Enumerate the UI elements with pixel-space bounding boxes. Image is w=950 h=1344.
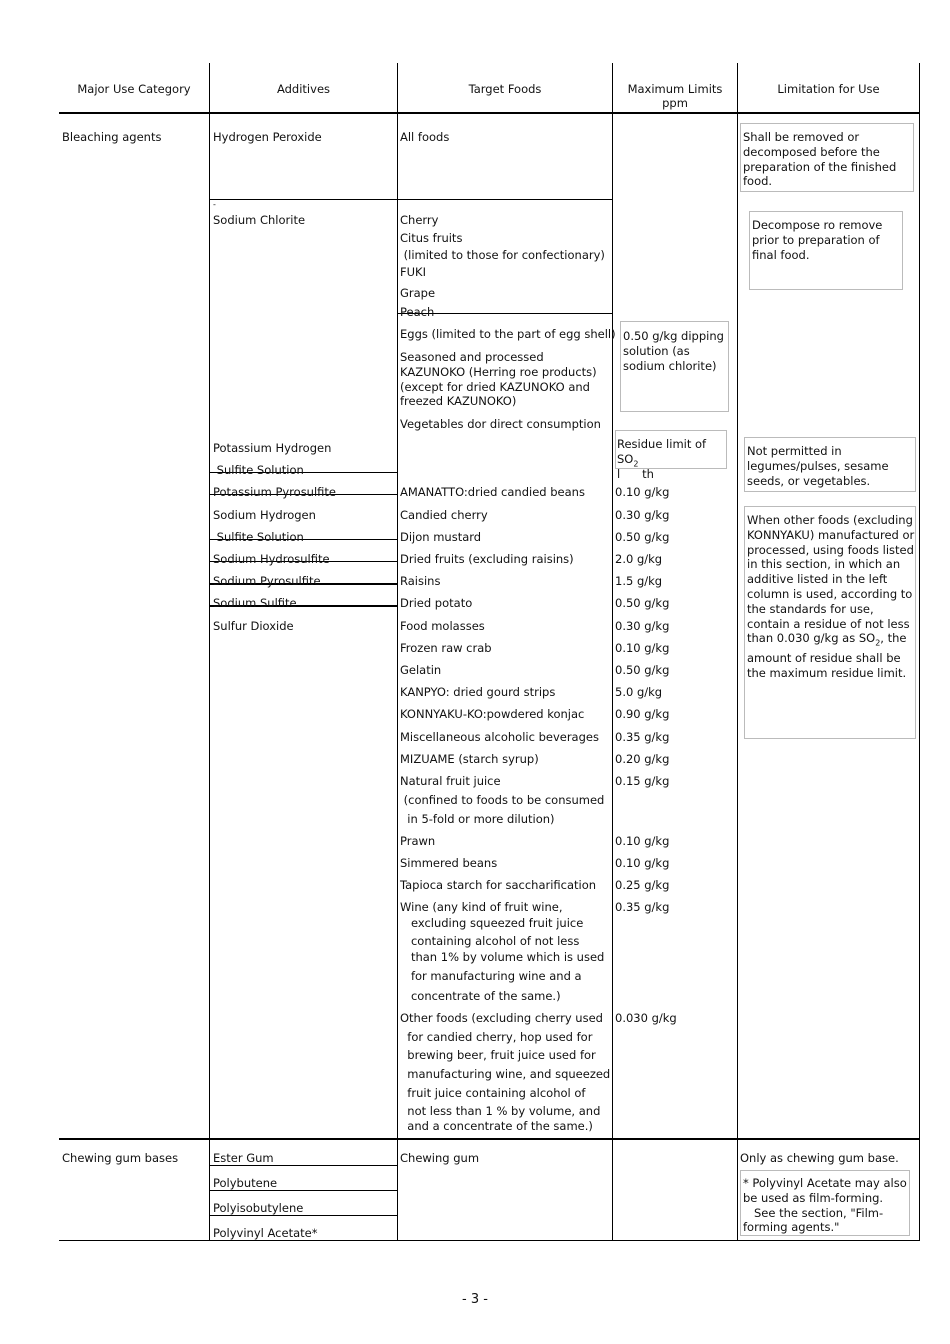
food-eggs: Eggs (limited to the part of egg shell) (400, 327, 616, 341)
header-additives: Additives (276, 82, 331, 96)
sulfite-food-row: Miscellaneous alcoholic beverages (400, 730, 599, 744)
bleaching-bottom-rule (59, 1138, 920, 1140)
additive-polybutene: Polybutene (213, 1176, 278, 1190)
header-limitation-for-use: Limitation for Use (777, 82, 880, 96)
food-other-2: for candied cherry, hop used for (400, 1030, 593, 1044)
sulfite-food-row: Tapioca starch for saccharification (400, 878, 597, 892)
gum-rule-3 (209, 1215, 397, 1216)
vertical-rule-3 (612, 63, 613, 1241)
food-other-7: and a concentrate of the same.) (400, 1119, 593, 1133)
sulfite-limit-value: 0.50 g/kg (615, 596, 670, 610)
sulfite-limit-value: 0.25 g/kg (615, 878, 670, 892)
food-grape: Grape (400, 286, 436, 300)
header-maximum-limits-unit: ppm (662, 96, 688, 110)
sulfite-limit-value: 5.0 g/kg (615, 685, 663, 699)
limit-sodium-chlorite: 0.50 g/kg dipping solution (as sodium chlorite) (623, 329, 724, 373)
vertical-rule-1 (209, 63, 210, 1241)
sulfite-limit-value: 0.50 g/kg (615, 530, 670, 544)
sulfite-food-row: AMANATTO:dried candied beans (400, 485, 585, 499)
header-target-foods: Target Foods (468, 82, 542, 96)
food-seasoned-kazunoko: Seasoned and processed KAZUNOKO (Herring roe products) (except for dried KAZUNOKO and freezed KAZUNOKO) (400, 350, 597, 409)
additive-polyvinyl-acetate: Polyvinyl Acetate* (213, 1226, 318, 1240)
food-juice-note-2: in 5-fold or more dilution) (400, 812, 555, 826)
sulfite-food-row: Prawn (400, 834, 436, 848)
additive-sulfite-solution-2: Sulfite Solution (213, 530, 304, 544)
sulfite-food-row: Frozen raw crab (400, 641, 492, 655)
additive-hydrogen-peroxide: Hydrogen Peroxide (213, 130, 322, 144)
food-peach: Peach (400, 305, 435, 319)
residue-limit-label: Residue limit of (617, 437, 707, 451)
header-major-use-category: Major Use Category (77, 82, 191, 96)
sulfite-food-row: Dried potato (400, 596, 473, 610)
food-wine-6: concentrate of the same.) (400, 989, 561, 1003)
additive-sulfite-solution-1: Sulfite Solution (213, 463, 304, 477)
stray-dash: - (213, 200, 216, 209)
food-other-3: brewing beer, fruit juice used for (400, 1048, 596, 1062)
category-chewing-gum-bases: Chewing gum bases (62, 1151, 179, 1165)
sulfite-limit-value: 0.30 g/kg (615, 619, 670, 633)
limitation-chewing-gum: Only as chewing gum base. (740, 1151, 899, 1165)
sulfite-food-row: Candied cherry (400, 508, 488, 522)
gum-rule-1 (209, 1165, 397, 1166)
food-wine-4: than 1% by volume which is used (400, 950, 605, 964)
limit-other: 0.030 g/kg (615, 1011, 677, 1025)
sulfite-food-row: Simmered beans (400, 856, 498, 870)
sulfite-food-row: KANPYO: dried gourd strips (400, 685, 556, 699)
sulfite-limit-value: 0.30 g/kg (615, 508, 670, 522)
vertical-rule-4 (737, 63, 738, 1241)
residue-limit-tail: l th (617, 467, 654, 481)
limitation-other-foods-subscript: 2 (875, 638, 881, 648)
header-bottom-rule (59, 112, 920, 114)
food-wine-2: excluding squeezed fruit juice (400, 916, 584, 930)
sulfite-food-row: Raisins (400, 574, 441, 588)
chewing-gum-note: * Polyvinyl Acetate may also be used as film-forming. See the section, "Film-forming agents." (743, 1176, 907, 1235)
food-wine-1: Wine (any kind of fruit wine, (400, 900, 563, 914)
table-bottom-rule (59, 1240, 920, 1241)
sulfite-limit-value: 0.90 g/kg (615, 707, 670, 721)
hydrogen-peroxide-rule (209, 199, 613, 200)
food-fuki: FUKI (400, 265, 426, 279)
food-citus-fruits: Citus fruits (400, 231, 463, 245)
food-cherry: Cherry (400, 213, 439, 227)
header-maximum-limits (613, 82, 737, 110)
sulfite-limit-value: 0.20 g/kg (615, 752, 670, 766)
sulfite-limit-value: 0.35 g/kg (615, 730, 670, 744)
additive-sodium-hydrogen: Sodium Hydrogen (213, 508, 316, 522)
sulfite-limit-value: 0.10 g/kg (615, 856, 670, 870)
limitation-sodium-chlorite: Decompose ro remove prior to preparation of final food. (752, 218, 883, 262)
vertical-rule-5 (919, 63, 920, 1241)
sulfite-food-row: Gelatin (400, 663, 442, 677)
food-citus-fruits-note: (limited to those for confectionary) (400, 248, 605, 262)
sulfite-limit-value: 2.0 g/kg (615, 552, 663, 566)
additive-sodium-chlorite: Sodium Chlorite (213, 213, 306, 227)
sulfite-food-row: KONNYAKU-KO:powdered konjac (400, 707, 585, 721)
food-wine-3: containing alcohol of not less (400, 934, 580, 948)
food-other-1: Other foods (excluding cherry used (400, 1011, 603, 1025)
sulfite-limit-value: 0.10 g/kg (615, 641, 670, 655)
residue-limit-so-subscript: 2 (633, 459, 639, 469)
food-wine-5: for manufacturing wine and a (400, 969, 582, 983)
sulfite-limit-value: 0.50 g/kg (615, 663, 670, 677)
additive-sulfur-dioxide: Sulfur Dioxide (213, 619, 294, 633)
food-vegetables: Vegetables dor direct consumption (400, 417, 601, 431)
food-chewing-gum: Chewing gum (400, 1151, 480, 1165)
food-juice-note-1: (confined to foods to be consumed (400, 793, 605, 807)
gum-rule-2 (209, 1190, 397, 1191)
page-number: - 3 - (462, 1292, 488, 1307)
limitation-other-foods-tail: , the amount of residue shall be the maximum residue limit. (747, 631, 907, 681)
food-other-5: fruit juice containing alcohol of (400, 1086, 586, 1100)
sulfite-food-row: Food molasses (400, 619, 485, 633)
additive-potassium-pyrosulfite: Potassium Pyrosulfite (213, 485, 336, 499)
vertical-rule-2 (397, 63, 398, 1241)
sulfite-food-row: Natural fruit juice (400, 774, 501, 788)
sulfite-food-row: MIZUAME (starch syrup) (400, 752, 539, 766)
sulfite-food-row: Dijon mustard (400, 530, 482, 544)
additive-ester-gum: Ester Gum (213, 1151, 274, 1165)
additive-potassium-hydrogen: Potassium Hydrogen (213, 441, 332, 455)
food-other-6: not less than 1 % by volume, and (400, 1104, 601, 1118)
additive-sodium-hydrosulfite: Sodium Hydrosulfite (213, 552, 330, 566)
limitation-other-foods-text: When other foods (excluding KONNYAKU) manufactured or processed, using foods listed in this section, in which an additive listed in the left column is used, according to the standards for use, contain a residue of not less than 0.030 g/kg as SO (747, 513, 915, 646)
additive-sodium-sulfite: Sodium Sulfite (213, 596, 297, 610)
sulfite-limit-value: 0.10 g/kg (615, 485, 670, 499)
limitation-other-foods (747, 513, 915, 681)
limitation-hydrogen-peroxide: Shall be removed or decomposed before the preparation of the finished food. (743, 130, 897, 189)
sulfite-limit-value: 0.10 g/kg (615, 834, 670, 848)
header-maximum-limits-label: Maximum Limits (627, 82, 723, 96)
category-bleaching-agents: Bleaching agents (62, 130, 162, 144)
additive-sodium-pyrosulfite: Sodium Pyrosulfite (213, 574, 321, 588)
limitation-legumes: Not permitted in legumes/pulses, sesame seeds, or vegetables. (747, 444, 889, 488)
sulfite-food-row: Dried fruits (excluding raisins) (400, 552, 574, 566)
limit-wine: 0.35 g/kg (615, 900, 670, 914)
sulfite-limit-value: 1.5 g/kg (615, 574, 663, 588)
sulfite-limit-value: 0.15 g/kg (615, 774, 670, 788)
additive-polyisobutylene: Polyisobutylene (213, 1201, 304, 1215)
food-all-foods: All foods (400, 130, 450, 144)
food-other-4: manufacturing wine, and squeezed (400, 1067, 611, 1081)
residue-limit-so-text: SO (617, 452, 634, 466)
